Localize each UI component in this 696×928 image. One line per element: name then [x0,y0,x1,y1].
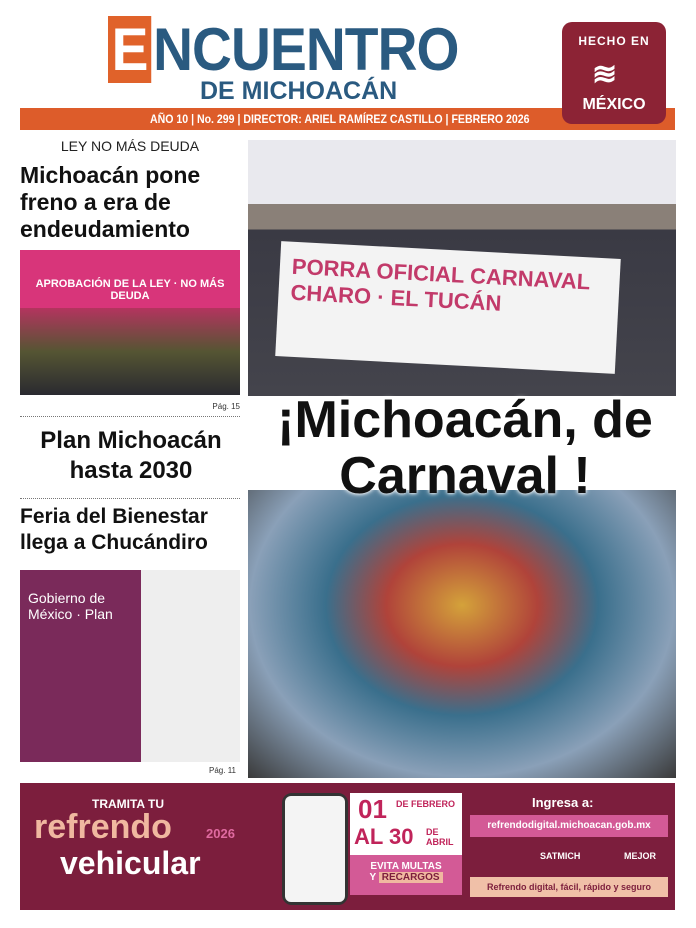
story-headline[interactable]: Feria del Bienestar llega a Chucándiro [20,505,208,554]
story-photo: APROBACIÓN DE LA LEY · NO MÁS DEUDA [20,250,240,395]
story-photo: Gobierno de México · Plan [20,570,240,762]
eagle-icon: ≋ [592,58,618,91]
masthead-subtitle: DE MICHOACÁN [200,77,398,105]
story-kicker: LEY NO MÁS DEUDA [60,138,200,154]
info-bar: AÑO 10 | No. 299 | DIRECTOR: ARIEL RAMÍREZ CASTILLO | FEBRERO 2026 [20,108,675,130]
carnival-photo-top [248,140,676,396]
main-headline[interactable]: ¡Michoacán, de Carnaval ! [277,391,653,505]
carnival-photo-bottom [248,490,676,778]
phone-image [282,793,348,905]
ad-url[interactable]: refrendodigital.michoacan.gob.mx [470,815,668,837]
divider [20,416,240,417]
story-headline[interactable]: Michoacán pone freno a era de endeudamiento [20,162,201,242]
hecho-en-mexico-seal: HECHO EN ≋ MÉXICO [562,22,666,124]
story-headline[interactable]: Plan Michoacán hasta 2030 [40,427,222,484]
page-ref: Pág. 11 [209,766,236,775]
refrendo-ad[interactable]: TRAMITA TU refrendo 2026 vehicular 01 DE FEBRERO AL 30 DE ABRIL EVITA MULTAS Y RECARGOS Ingresa a: refrendodigital.michoacan.gob.mx SATMICH MEJOR Refrendo digital, fácil, rápido y seguro [20,783,675,910]
porra-banner: PORRA OFICIAL CARNAVAL CHARO · EL TUCÁN [275,241,621,374]
page-ref: Pág. 15 [212,402,240,411]
masthead-logo: ENCUENTRO [108,20,459,80]
divider [20,498,240,499]
